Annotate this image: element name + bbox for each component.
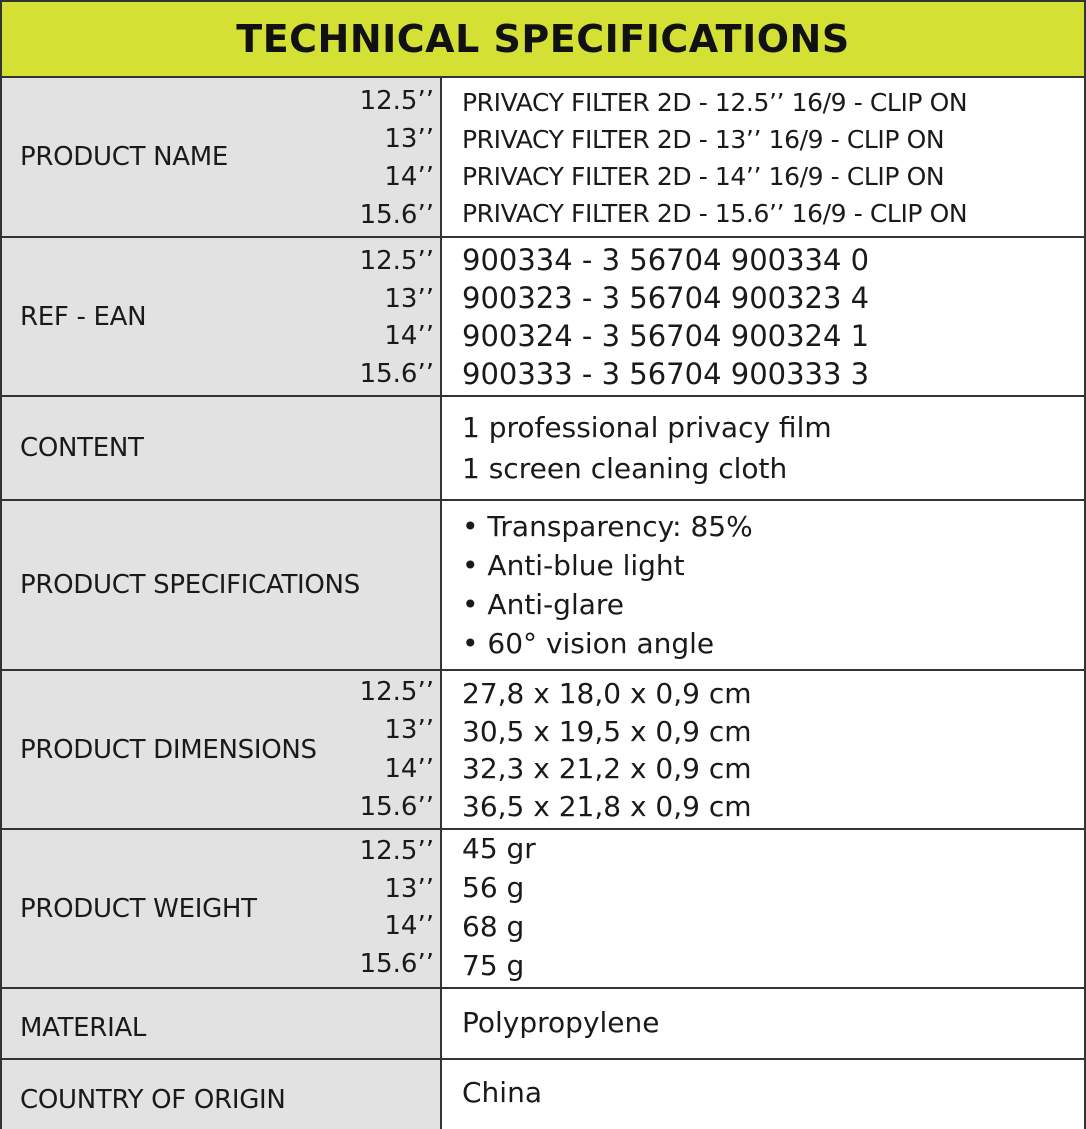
size-label: 12.5’’ [359, 835, 434, 866]
ref-ean-value: 900334 - 3 56704 900334 0 [462, 243, 870, 278]
dimensions-value: 36,5 x 21,8 x 0,9 cm [462, 790, 752, 824]
row-product-dimensions [2, 671, 1084, 830]
row-label: PRODUCT DIMENSIONS [20, 734, 317, 765]
header-bar [2, 2, 1084, 78]
product-name-value: PRIVACY FILTER 2D - 14’’ 16/9 - CLIP ON [462, 162, 945, 191]
row-label: PRODUCT WEIGHT [20, 893, 257, 924]
row-product-name [2, 78, 1084, 238]
label-cell [2, 397, 442, 499]
size-list [360, 78, 434, 236]
size-label: 13’’ [384, 283, 434, 314]
label-cell [2, 989, 442, 1058]
label-cell [2, 1060, 442, 1129]
spec-value: • 60° vision angle [462, 626, 715, 660]
page-title: TECHNICAL SPECIFICATIONS [236, 17, 850, 61]
row-label: COUNTRY OF ORIGIN [20, 1085, 286, 1116]
size-label: 14’’ [384, 162, 434, 192]
weight-value: 45 gr [462, 832, 536, 866]
row-country-of-origin [2, 1060, 1084, 1129]
value-cell [442, 830, 1084, 987]
content-value: 1 screen cleaning cloth [462, 451, 788, 485]
size-label: 14’’ [384, 911, 434, 942]
size-label: 13’’ [384, 715, 434, 746]
value-cell [442, 78, 1084, 236]
material-value: Polypropylene [462, 1005, 660, 1039]
ref-ean-value: 900324 - 3 56704 900324 1 [462, 318, 870, 353]
country-value: China [462, 1075, 542, 1109]
size-label: 12.5’’ [359, 86, 434, 116]
row-label: PRODUCT SPECIFICATIONS [20, 570, 360, 600]
value-cell [442, 238, 1084, 395]
size-label: 15.6’’ [359, 949, 434, 980]
row-content [2, 397, 1084, 501]
size-label: 14’’ [384, 321, 434, 352]
product-name-value: PRIVACY FILTER 2D - 13’’ 16/9 - CLIP ON [462, 125, 945, 154]
spec-value: • Anti-glare [462, 587, 625, 621]
size-list [360, 238, 434, 395]
size-label: 13’’ [384, 873, 434, 904]
row-label: REF - EAN [20, 301, 147, 332]
value-cell [442, 989, 1084, 1058]
label-cell [2, 501, 442, 669]
dimensions-value: 32,3 x 21,2 x 0,9 cm [462, 752, 752, 786]
weight-value: 75 g [462, 948, 525, 982]
row-label: MATERIAL [20, 1012, 147, 1043]
row-ref-ean [2, 238, 1084, 397]
value-cell [442, 671, 1084, 828]
size-label: 13’’ [384, 124, 434, 154]
value-cell [442, 397, 1084, 499]
spec-value: • Transparency: 85% [462, 509, 753, 543]
product-name-value: PRIVACY FILTER 2D - 12.5’’ 16/9 - CLIP ON [462, 88, 968, 117]
size-list [360, 671, 434, 828]
value-cell [442, 1060, 1084, 1129]
dimensions-value: 27,8 x 18,0 x 0,9 cm [462, 676, 752, 710]
label-cell [2, 830, 442, 987]
size-label: 15.6’’ [359, 791, 434, 822]
ref-ean-value: 900333 - 3 56704 900333 3 [462, 356, 870, 391]
label-cell [2, 78, 442, 236]
row-label: CONTENT [20, 433, 144, 463]
weight-value: 68 g [462, 909, 525, 943]
row-label: PRODUCT NAME [20, 142, 229, 172]
ref-ean-value: 900323 - 3 56704 900323 4 [462, 281, 870, 316]
row-product-specifications [2, 501, 1084, 671]
size-list [360, 830, 434, 987]
product-name-value: PRIVACY FILTER 2D - 15.6’’ 16/9 - CLIP ON [462, 199, 968, 228]
size-label: 15.6’’ [359, 200, 434, 230]
size-label: 14’’ [384, 753, 434, 784]
dimensions-value: 30,5 x 19,5 x 0,9 cm [462, 714, 752, 748]
size-label: 12.5’’ [359, 677, 434, 708]
size-label: 12.5’’ [359, 245, 434, 276]
value-cell [442, 501, 1084, 669]
row-material [2, 989, 1084, 1060]
size-label: 15.6’’ [359, 359, 434, 390]
spec-value: • Anti-blue light [462, 548, 685, 582]
label-cell [2, 238, 442, 395]
row-product-weight [2, 830, 1084, 989]
label-cell [2, 671, 442, 828]
weight-value: 56 g [462, 871, 525, 905]
content-value: 1 professional privacy film [462, 410, 832, 444]
